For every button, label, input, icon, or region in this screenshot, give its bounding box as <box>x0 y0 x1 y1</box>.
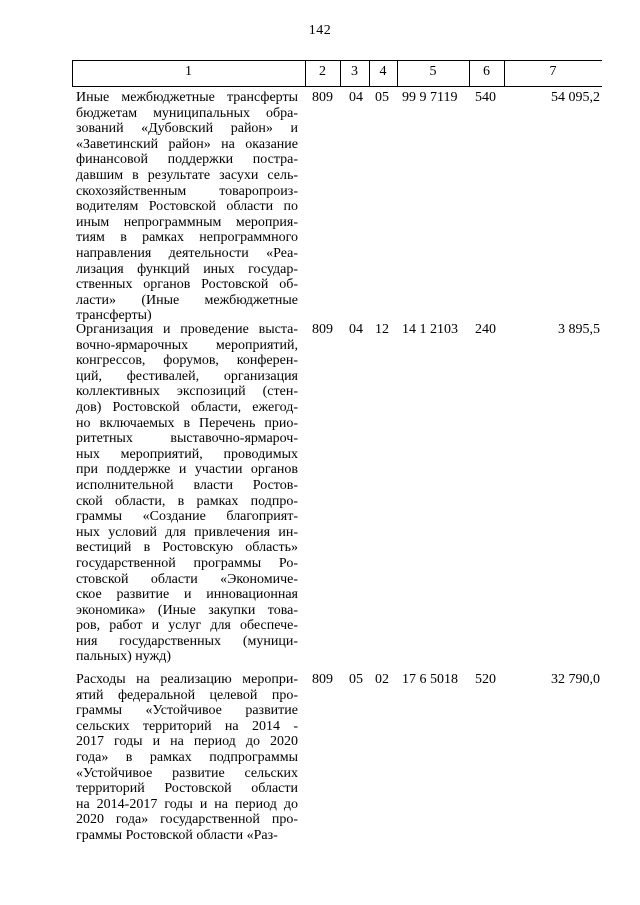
description-line: Организация и проведение выста- <box>76 322 298 337</box>
description-line: Иные межбюджетные трансферты <box>76 90 298 105</box>
column-header-1: 1 <box>185 64 192 79</box>
row-target-code: 17 6 5018 <box>402 672 458 687</box>
description-line: ций, фестивалей, организация <box>76 368 298 384</box>
description-line: ния государственных (муници- <box>76 633 298 649</box>
description-line: вестиций в Ростовскую область» <box>76 540 298 556</box>
description-line: конгрессов, форумов, конферен- <box>76 353 298 369</box>
description-line: скохозяйственным товаропроиз- <box>76 183 298 199</box>
row-description <box>76 90 298 324</box>
header-bottom-rule <box>72 86 602 87</box>
description-line: ятий федеральной целевой про- <box>76 687 298 703</box>
description-line: давшим в результате засухи сель- <box>76 167 298 183</box>
description-line: государственной программы Ро- <box>76 555 298 571</box>
description-line: исполнительной власти Ростов- <box>76 477 298 493</box>
description-line: граммы Ростовской области «Раз- <box>76 827 278 843</box>
description-line: ров, работ и услуг для обеспече- <box>76 618 298 634</box>
description-line: коллективных экспозиций (стен- <box>76 384 298 400</box>
description-line: граммы «Устойчивое развитие <box>76 703 298 719</box>
row-subsection-code: 02 <box>375 672 389 687</box>
description-line: территорий Ростовской области <box>76 781 298 797</box>
row-target-code: 99 9 7119 <box>402 90 458 105</box>
description-line: стовской области «Экономиче- <box>76 571 298 587</box>
description-line: зований «Дубовский район» и <box>76 121 298 137</box>
description-line: пальных) нужд) <box>76 649 172 665</box>
row-target-code: 14 1 2103 <box>402 322 458 337</box>
description-line: на 2014-2017 годы и на период до <box>76 796 298 812</box>
row-subsection-code: 12 <box>375 322 389 337</box>
description-line: ных мероприятий, проводимых <box>76 446 298 462</box>
row-subsection-code: 05 <box>375 90 389 105</box>
column-header-4: 4 <box>379 64 387 79</box>
description-line: ласти» (Иные межбюджетные <box>76 292 298 308</box>
column-header-5: 5 <box>429 64 437 79</box>
description-line: водителям Ростовской области по <box>76 199 298 215</box>
header-top-rule <box>72 60 602 61</box>
description-line: лизация функций иных государ- <box>76 261 298 277</box>
description-line: ритетных выставочно-ярмароч- <box>76 431 298 447</box>
description-line: ской области, в рамках подпро- <box>76 493 298 509</box>
description-line: финансовой поддержки постра- <box>76 152 298 168</box>
description-line: граммы «Создание благоприят- <box>76 509 298 525</box>
description-line: экономика» (Иные закупки това- <box>76 602 298 618</box>
row-description <box>76 322 298 665</box>
row-ministry-code: 809 <box>312 322 333 337</box>
description-line: трансферты) <box>76 308 152 324</box>
description-line: сельских территорий на 2014 - <box>76 718 298 734</box>
description-line: направления деятельности «Реа- <box>76 245 298 261</box>
description-line: иным непрограммным мероприя- <box>76 214 298 230</box>
row-section-code: 04 <box>349 322 363 337</box>
row-description <box>76 672 298 844</box>
column-header-7: 7 <box>549 64 557 79</box>
description-line: бюджетам муниципальных обра- <box>76 105 298 121</box>
row-amount: 3 895,5 <box>558 322 600 337</box>
description-line: 2020 года» государственной про- <box>76 812 298 828</box>
description-line: года» в рамках подпрограммы <box>76 749 298 765</box>
description-line: ных условий для привлечения ин- <box>76 524 298 540</box>
row-amount: 54 095,2 <box>551 90 600 105</box>
row-section-code: 05 <box>349 672 363 687</box>
column-header-3: 3 <box>351 64 358 79</box>
row-expense-type: 520 <box>475 672 496 687</box>
description-line: но включаемых в Перечень прио- <box>76 415 298 431</box>
description-line: дов) Ростовской области, ежегод- <box>76 399 298 415</box>
page-number: 142 <box>308 23 332 38</box>
description-line: ское развитие и инновационная <box>76 587 298 603</box>
description-line: вочно-ярмарочных мероприятий, <box>76 337 298 353</box>
row-amount: 32 790,0 <box>551 672 600 687</box>
row-ministry-code: 809 <box>312 90 333 105</box>
row-expense-type: 540 <box>475 90 496 105</box>
row-section-code: 04 <box>349 90 363 105</box>
column-header-2: 2 <box>319 64 326 79</box>
description-line: 2017 годы и на период до 2020 <box>76 734 298 750</box>
row-expense-type: 240 <box>475 322 496 337</box>
description-line: при поддержке и участии органов <box>76 462 298 478</box>
description-line: «Устойчивое развитие сельских <box>76 765 298 781</box>
description-line: тиям в рамках непрограммного <box>76 230 298 246</box>
column-header-6: 6 <box>483 64 490 79</box>
row-ministry-code: 809 <box>312 672 333 687</box>
description-line: Расходы на реализацию меропри- <box>76 672 298 687</box>
description-line: «Заветинский район» на оказание <box>76 136 298 152</box>
description-line: ственных органов Ростовской об- <box>76 277 298 293</box>
